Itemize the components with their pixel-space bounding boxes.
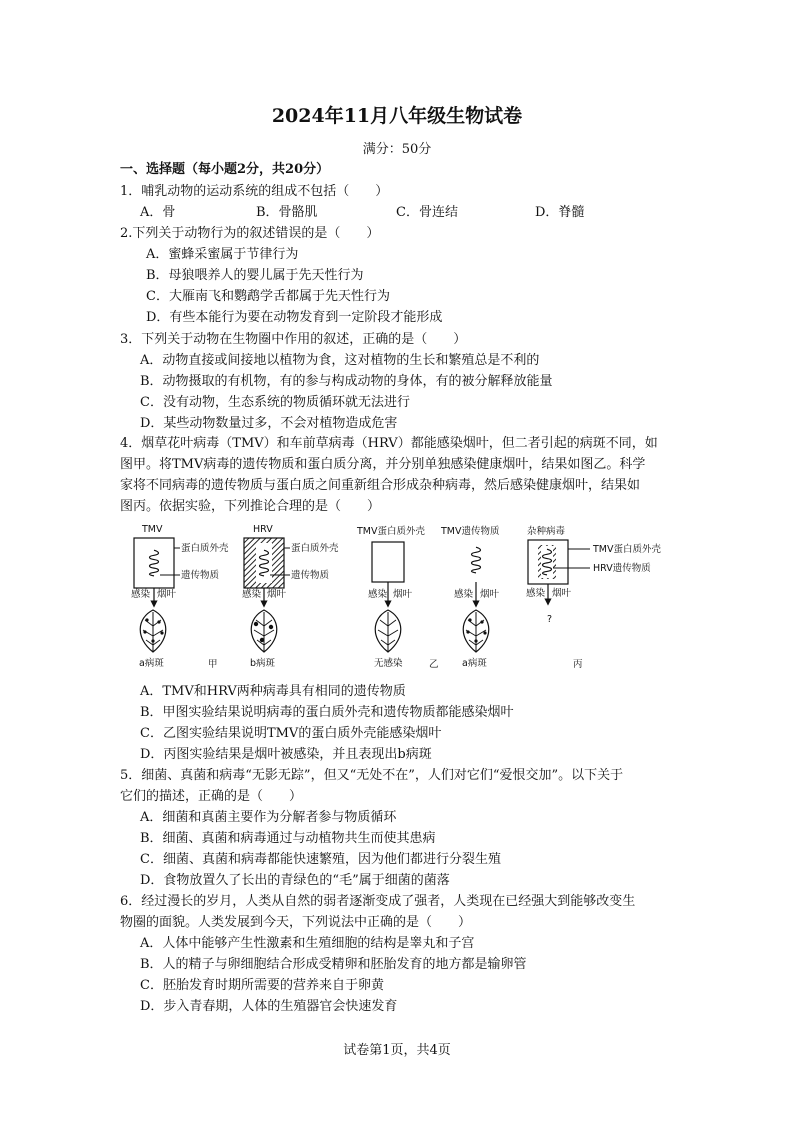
page-footer: 试卷第1页，共4页 xyxy=(343,1043,451,1058)
q6-option-b: B．人的精子与卵细胞结合形成受精卵和胚胎发育的地方都是输卵管 xyxy=(140,957,527,972)
q4-option-c: C．乙图实验结果说明TMV的蛋白质外壳能感染烟叶 xyxy=(140,726,442,741)
fig-spot-b: b病斑 xyxy=(250,658,276,669)
question-3-stem: 3．下列关于动物在生物圈中作用的叙述，正确的是（ ） xyxy=(120,332,467,347)
q1-option-d: D．脊髓 xyxy=(535,205,585,220)
q6-option-d: D．步入青春期，人体的生殖器官会快速发育 xyxy=(140,999,398,1014)
q5-option-d: D．食物放置久了长出的青绿色的“毛”属于细菌的菌落 xyxy=(140,873,450,888)
q2-option-c: C．大雁南飞和鹦鹉学舌都属于先天性行为 xyxy=(146,289,390,304)
q5-option-b: B．细菌、真菌和病毒通过与动植物共生而使其患病 xyxy=(140,831,436,846)
fig-tmv-genetic-title: TMV遗传物质 xyxy=(441,526,500,537)
page-title: 2024年11月八年级生物试卷 xyxy=(271,105,523,127)
fig-spot-a-1: a病斑 xyxy=(139,658,164,669)
q3-option-b: B．动物摄取的有机物，有的参与构成动物的身体，有的被分解释放能量 xyxy=(140,374,553,389)
q3-option-d: D．某些动物数量过多，不会对植物造成危害 xyxy=(140,416,398,431)
q3-option-a: A．动物直接或间接地以植物为食，这对植物的生长和繁殖总是不利的 xyxy=(140,353,540,368)
fig-unknown-result: ? xyxy=(547,614,553,625)
question-6-stem-line1: 6．经过漫长的岁月，人类从自然的弱者逐渐变成了强者，人类现在已经强大到能够改变生 xyxy=(120,894,636,909)
leaf-no-infection xyxy=(375,610,401,652)
fig-infect-4: 感染 xyxy=(454,589,474,600)
fig-panel-yi: 乙 xyxy=(429,659,439,670)
q2-option-d: D．有些本能行为要在动物发育到一定阶段才能形成 xyxy=(146,310,443,325)
fig-leaf-2: 烟叶 xyxy=(267,589,287,600)
q1-option-b: B．骨骼肌 xyxy=(256,205,318,220)
q5-option-c: C．细菌、真菌和病毒都能快速繁殖，因为他们都进行分裂生殖 xyxy=(140,852,501,867)
q4-option-d: D．丙图实验结果是烟叶被感染，并且表现出b病斑 xyxy=(140,747,432,762)
fig-tmv-label: TMV xyxy=(142,524,163,535)
fig-tmv-protein-title: TMV蛋白质外壳 xyxy=(357,526,425,537)
q6-option-c: C．胚胎发育时期所需要的营养来自于卵黄 xyxy=(140,978,384,993)
fig-no-infection: 无感染 xyxy=(374,658,403,669)
fig-hybrid-genetic-label: HRV遗传物质 xyxy=(593,563,651,574)
leaf-b-spots xyxy=(251,610,277,652)
tmv-virus-box xyxy=(134,538,174,588)
section-heading: 一、选择题（每小题2分，共20分） xyxy=(120,162,330,177)
fig-infect-5: 感染 xyxy=(526,588,546,599)
question-2-stem: 2.下列关于动物行为的叙述错误的是（ ） xyxy=(120,226,380,241)
fig-panel-jia: 甲 xyxy=(208,659,218,670)
fig-tmv-genetic-label: 遗传物质 xyxy=(181,570,220,581)
q3-option-c: C．没有动物，生态系统的物质循环就无法进行 xyxy=(140,395,410,410)
fig-hybrid-protein-label: TMV蛋白质外壳 xyxy=(593,544,661,555)
tmv-protein-box xyxy=(372,542,404,582)
tmv-genetic-alone xyxy=(472,547,481,573)
fig-hrv-protein-label: 蛋白质外壳 xyxy=(291,543,339,554)
question-5-stem-line1: 5．细菌、真菌和病毒“无影无踪”，但又“无处不在”，人们对它们“爱恨交加”。以下关于 xyxy=(120,768,624,783)
q2-option-b: B．母狼喂养人的婴儿属于先天性行为 xyxy=(146,268,364,283)
question-6-stem-line2: 物圈的面貌。人类发展到今天，下列说法中正确的是（ ） xyxy=(120,915,472,930)
q5-option-a: A．细菌和真菌主要作为分解者参与物质循环 xyxy=(140,810,397,825)
q6-option-a: A．人体中能够产生性激素和生殖细胞的结构是睾丸和子宫 xyxy=(140,936,475,951)
fig-leaf-3: 烟叶 xyxy=(393,589,413,600)
q1-option-a: A．骨 xyxy=(140,205,176,220)
question-4-stem-line3: 家将不同病毒的遗传物质与蛋白质之间重新组合形成杂种病毒，然后感染健康烟叶，结果如 xyxy=(120,478,641,493)
fig-infect-2: 感染 xyxy=(242,589,262,600)
fig-leaf-4: 烟叶 xyxy=(480,589,500,600)
question-4-stem-line2: 图甲。将TMV病毒的遗传物质和蛋白质分离，并分别单独感染健康烟叶，结果如图乙。科学 xyxy=(120,457,646,472)
score-info: 满分：50分 xyxy=(362,142,432,157)
fig-hybrid-title: 杂种病毒 xyxy=(527,526,566,537)
question-4-stem-line1: 4．烟草花叶病毒（TMV）和车前草病毒（HRV）都能感染烟叶，但二者引起的病斑不同，如 xyxy=(120,436,658,451)
q4-option-a: A．TMV和HRV两种病毒具有相同的遗传物质 xyxy=(140,684,406,699)
fig-leaf-5: 烟叶 xyxy=(552,588,572,599)
question-4-stem-line4: 图丙。依据实验，下列推论合理的是（ ） xyxy=(120,499,381,514)
fig-hrv-label: HRV xyxy=(253,524,273,535)
fig-hrv-genetic-label: 遗传物质 xyxy=(291,570,330,581)
fig-infect-3: 感染 xyxy=(368,589,388,600)
question-5-stem-line2: 它们的描述，正确的是（ ） xyxy=(120,789,303,804)
q1-option-c: C．骨连结 xyxy=(396,205,458,220)
fig-tmv-protein-label: 蛋白质外壳 xyxy=(181,543,229,554)
fig-panel-bing: 丙 xyxy=(573,659,583,670)
q4-option-b: B．甲图实验结果说明病毒的蛋白质外壳和遗传物质都能感染烟叶 xyxy=(140,705,514,720)
question-1-stem: 1．哺乳动物的运动系统的组成不包括（ ） xyxy=(120,184,389,199)
fig-leaf-1: 烟叶 xyxy=(157,589,177,600)
fig-spot-a-2: a病斑 xyxy=(462,658,487,669)
q2-option-a: A．蜜蜂采蜜属于节律行为 xyxy=(146,247,299,262)
fig-infect-1: 感染 xyxy=(131,589,151,600)
